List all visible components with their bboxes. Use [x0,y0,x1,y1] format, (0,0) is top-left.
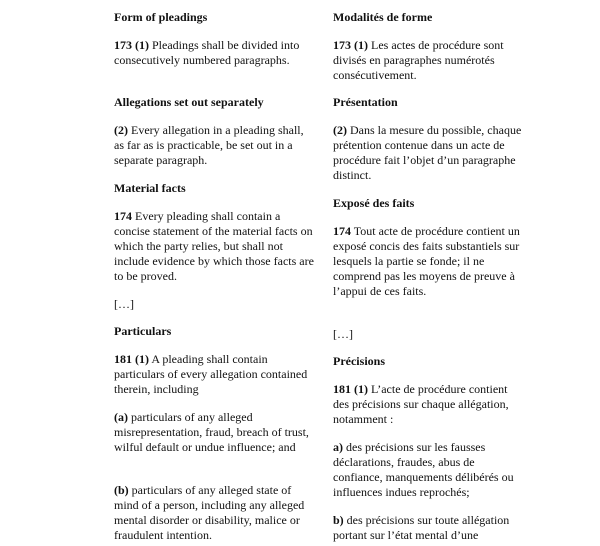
paragraph-173-2 [114,123,314,168]
section-number: (2) [114,123,128,137]
omission-ellipsis: […] [114,297,134,311]
paragraph-text: particulars of any alleged state of mind of a person, including any alleged mental disorder or disability, malice or fraudulent intention. [114,483,305,542]
heading-form-of-pleadings: Form of pleadings [114,10,208,24]
paragraph-text: A pleading shall contain particulars of every allegation contained therein, including [114,352,308,396]
section-number: (2) [333,123,347,137]
heading-presentation: Présentation [333,95,398,109]
section-number: (b) [114,483,129,497]
paragraph-text: Les actes de procédure sont divisés en paragraphes numérotés consécutivement. [333,38,504,82]
section-number: 181 (1) [333,382,368,396]
section-number: a) [333,440,343,454]
heading-allegations-separately: Allegations set out separately [114,95,264,109]
paragraph-text: Tout acte de procédure contient un exposé concis des faits substantiels sur lesquels la partie se fonde; il ne comprend pas les moyens de preuve à l’appui de ces faits. [333,224,520,298]
paragraph-text: des précisions sur les fausses déclarations, fraudes, abus de confiance, manquements délibérés ou influences indues reprochés; [333,440,514,499]
paragraph-173-1 [333,38,523,83]
section-number: b) [333,513,344,527]
heading-modalites-de-forme: Modalités de forme [333,10,433,24]
heading-precisions: Précisions [333,354,385,368]
paragraph-text: L’acte de procédure contient des précisions sur chaque allégation, notamment : [333,382,509,426]
paragraph-text: des précisions sur toute allégation portant sur l’état mental d’une [333,513,510,542]
section-number: 174 [114,209,132,223]
paragraph-text: particulars of any alleged misrepresentation, fraud, breach of trust, wilful default or undue influence; and [114,410,309,454]
section-number: 173 (1) [333,38,368,52]
paragraph-181-1-b [333,513,523,543]
paragraph-174 [114,209,314,284]
paragraph-181-1-a [114,410,314,455]
paragraph-173-1 [114,38,314,68]
paragraph-181-1 [333,382,523,427]
paragraph-181-1-b [114,483,314,543]
paragraph-text: Every allegation in a pleading shall, as far as is practicable, be set out in a separate paragraph. [114,123,304,167]
paragraph-181-1 [114,352,314,397]
section-number: 173 (1) [114,38,149,52]
heading-expose-des-faits: Exposé des faits [333,196,415,210]
paragraph-text: Every pleading shall contain a concise statement of the material facts on which the party relies, but shall not include evidence by which those facts are to be proved. [114,209,314,283]
paragraph-174 [333,224,523,299]
paragraph-173-2 [333,123,523,183]
paragraph-text: Pleadings shall be divided into consecutively numbered paragraphs. [114,38,300,67]
section-number: 181 (1) [114,352,149,366]
paragraph-181-1-a [333,440,523,500]
section-number: (a) [114,410,128,424]
omission-ellipsis: […] [333,327,353,341]
heading-particulars: Particulars [114,324,172,338]
section-number: 174 [333,224,351,238]
heading-material-facts: Material facts [114,181,186,195]
paragraph-text: Dans la mesure du possible, chaque prétention contenue dans un acte de procédure fait l’objet d’un paragraphe distinct. [333,123,522,182]
